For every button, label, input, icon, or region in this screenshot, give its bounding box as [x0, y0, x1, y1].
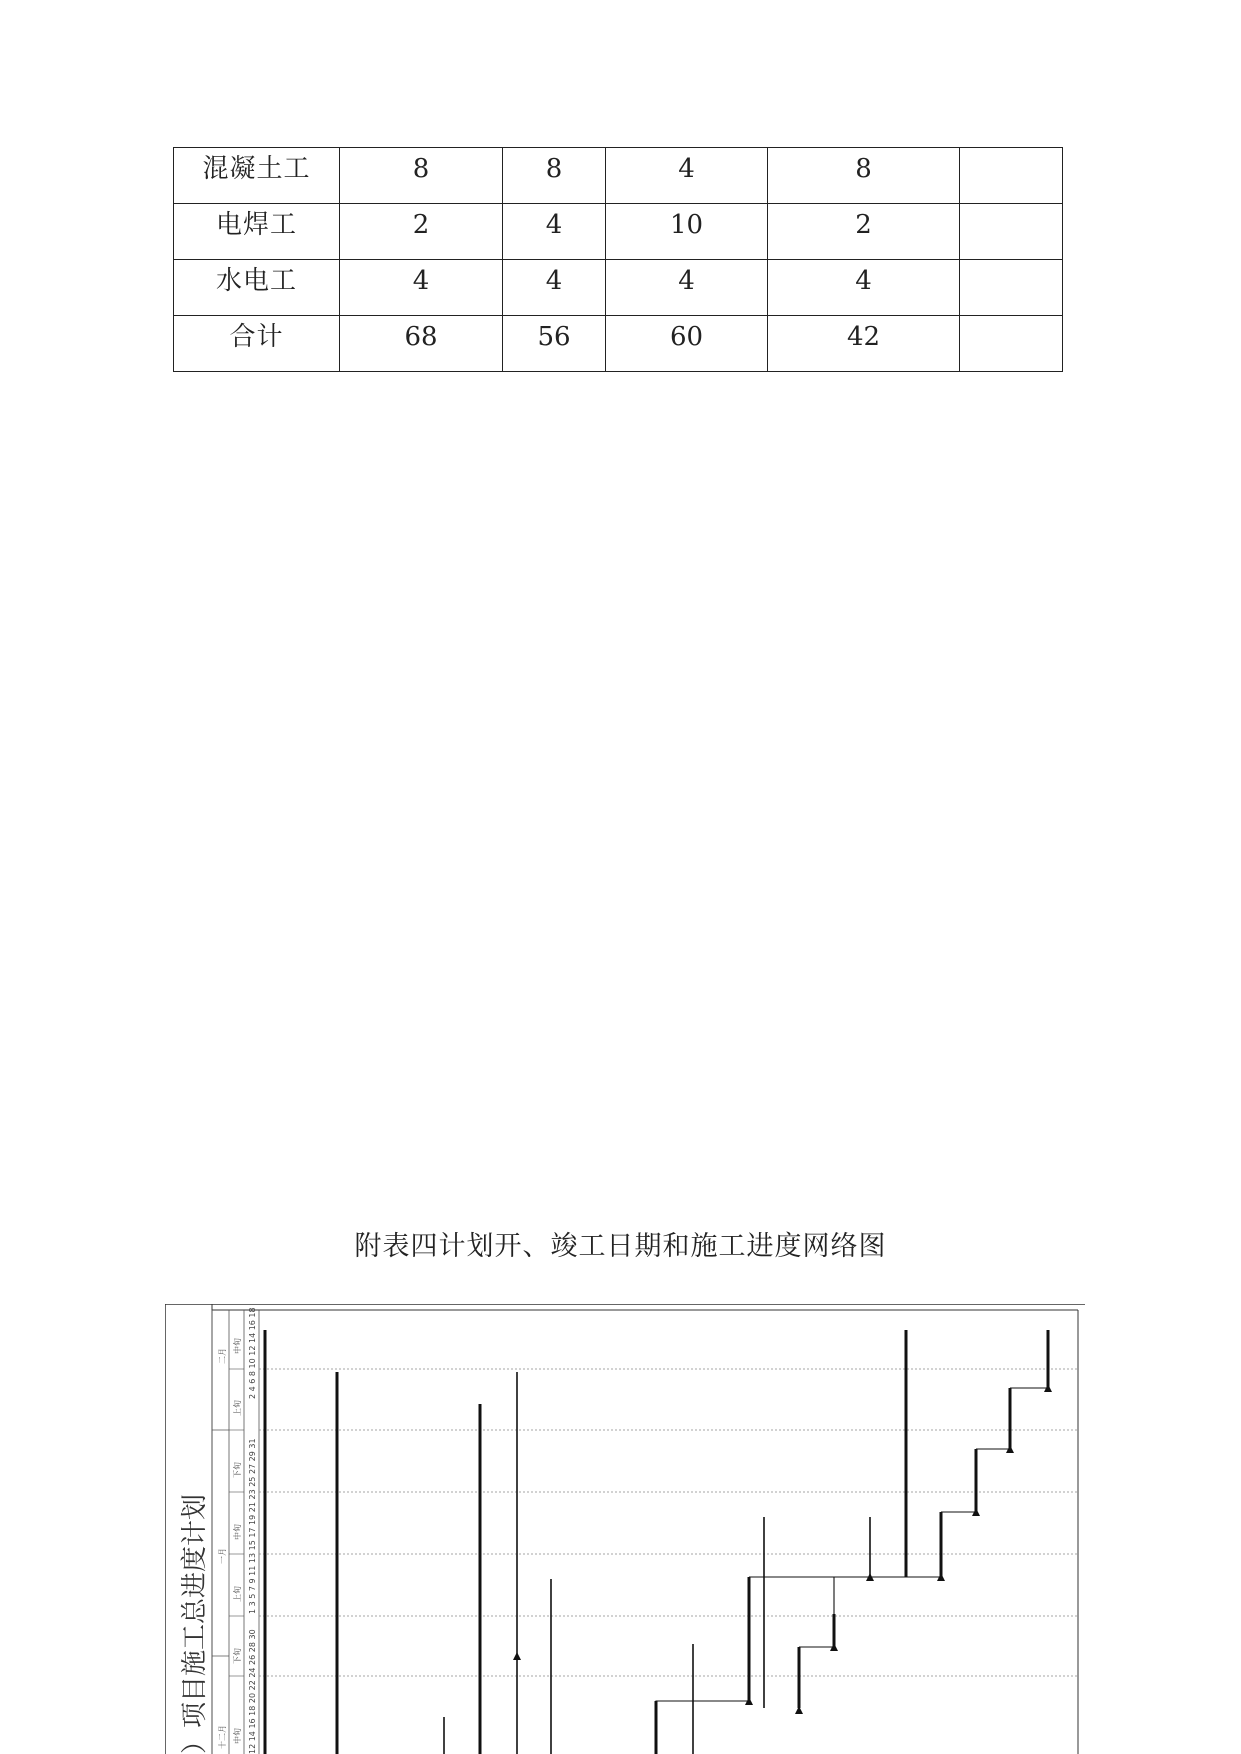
table-cell: [960, 148, 1063, 204]
table-cell: 42: [768, 316, 960, 372]
table-row: [174, 260, 1063, 316]
table-cell: 4: [503, 260, 606, 316]
table-cell: 8: [503, 148, 606, 204]
labor-table: [173, 147, 1063, 372]
table-cell: 68: [340, 316, 503, 372]
table-cell: 4: [768, 260, 960, 316]
table-cell: 水电工: [174, 260, 340, 316]
table-cell: 混凝土工: [174, 148, 340, 204]
period-gridlines: [259, 1369, 1078, 1676]
chart-frame: [165, 1304, 1085, 1754]
activity-lines: [444, 1372, 870, 1754]
activity-bars: [265, 1330, 1048, 1754]
table-cell: [960, 260, 1063, 316]
table-cell: 8: [768, 148, 960, 204]
table-cell: 4: [503, 204, 606, 260]
table-cell: [960, 316, 1063, 372]
table-cell: 8: [340, 148, 503, 204]
table-row: [174, 148, 1063, 204]
table-cell: 2: [340, 204, 503, 260]
arrow-head: [795, 1706, 803, 1714]
month-label: 二月: [218, 1348, 227, 1364]
table-row: [174, 204, 1063, 260]
arrow-heads: [513, 1384, 1052, 1714]
table-cell: 电焊工: [174, 204, 340, 260]
network-diagram: [165, 1304, 1085, 1754]
appendix-title: 附表四计划开、竣工日期和施工进度网络图: [354, 1231, 887, 1262]
table-cell: 4: [340, 260, 503, 316]
day-scale: 12 14 16 18 20 22 24 26 28 30: [248, 1629, 257, 1754]
period-label: 上旬: [233, 1400, 242, 1416]
table-cell: 2: [768, 204, 960, 260]
period-label: 中旬: [233, 1524, 242, 1540]
table-row: [174, 316, 1063, 372]
month-label: 一月: [218, 1548, 227, 1564]
arrow-head: [513, 1652, 521, 1660]
table-cell: 56: [503, 316, 606, 372]
period-label: 下旬: [233, 1648, 242, 1664]
day-scale: 1 3 5 7 9 11 13 15 17 19 21 23 25 27 29 31: [248, 1438, 257, 1614]
period-label: 中旬: [233, 1338, 242, 1354]
month-label: 十二月: [218, 1725, 227, 1749]
table-cell: [960, 204, 1063, 260]
period-label: 上旬: [233, 1586, 242, 1602]
day-scale: 2 4 6 8 10 12 14 16 18: [248, 1307, 257, 1399]
table-cell: 10: [606, 204, 768, 260]
table-cell: 4: [606, 148, 768, 204]
chart-title: ）项目施工总进度计划: [180, 1493, 210, 1754]
table-cell: 合计: [174, 316, 340, 372]
table-cell: 4: [606, 260, 768, 316]
period-label: 中旬: [233, 1728, 242, 1744]
connectors: [656, 1388, 1048, 1754]
connector-line: [656, 1701, 749, 1754]
table-cell: 60: [606, 316, 768, 372]
period-label: 下旬: [233, 1462, 242, 1478]
